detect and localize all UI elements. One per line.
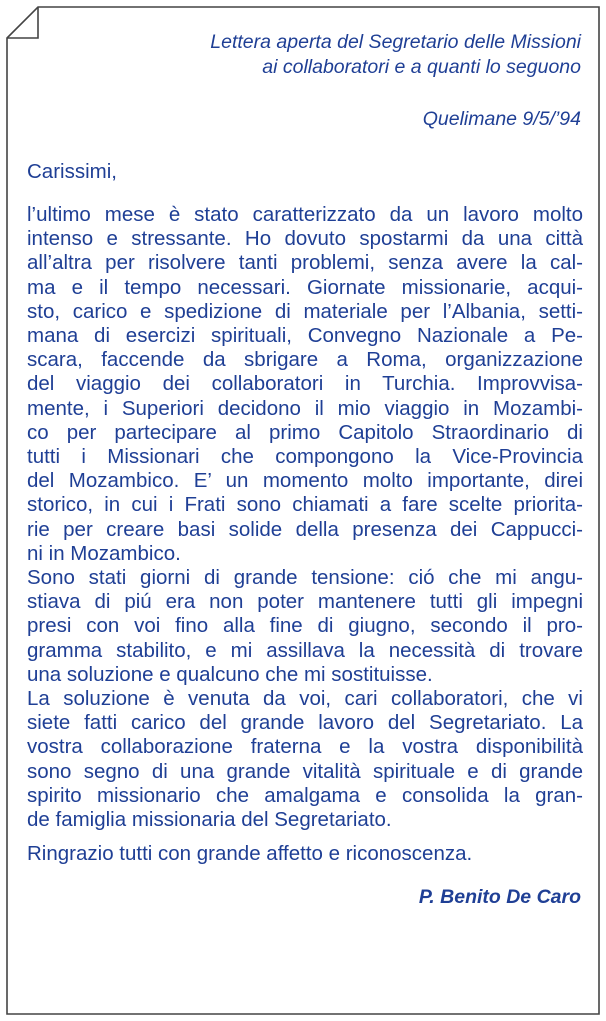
paragraph-1	[27, 203, 583, 566]
text-line: de famiglia missionaria del Segretariato.	[27, 808, 392, 832]
text-line: La soluzione è venuta da voi, cari collaboratori, che vi	[27, 687, 583, 711]
text-line: una soluzione e qualcuno che mi sostituisse.	[27, 662, 433, 686]
greeting: Carissimi,	[27, 160, 117, 183]
text-line: sto, carico e spedizione di materiale per l’Albania, setti-	[27, 299, 583, 323]
place-and-date: Quelimane 9/5/’94	[422, 108, 581, 130]
text-line: sono segno di una grande vitalità spirituale e di grande	[27, 759, 583, 783]
text-line: storico, in cui i Frati sono chiamati a fare scelte priorita-	[27, 493, 583, 517]
text-line: ma e il tempo necessari. Giornate missionarie, acqui-	[27, 275, 583, 299]
text-line: spirito missionario che amalgama e consolida la gran-	[27, 783, 583, 807]
paragraph-3	[27, 687, 583, 832]
text-line: intenso e stressante. Ho dovuto spostarmi da una città	[27, 227, 583, 251]
text-line: ni in Mozambico.	[27, 541, 181, 565]
text-line: del Mozambico. E’ un momento molto importante, direi	[27, 469, 583, 493]
closing-line: Ringrazio tutti con grande affetto e riconoscenza.	[27, 842, 473, 866]
text-line: tutti i Missionari che compongono la Vice-Provincia	[27, 445, 583, 469]
heading-line-2: ai collaboratori e a quanti lo seguono	[262, 56, 581, 78]
text-line: vostra collaborazione fraterna e la vostra disponibilità	[27, 735, 583, 759]
text-line: rie per creare basi solide della presenza dei Cappucci-	[27, 517, 583, 541]
heading-line-1: Lettera aperta del Segretario delle Missioni	[210, 31, 581, 53]
text-line: all’altra per risolvere tanti problemi, senza avere la cal-	[27, 251, 583, 275]
letter-content	[27, 30, 583, 909]
text-line: mente, i Superiori decidono il mio viaggio in Mozambi-	[27, 396, 583, 420]
text-line: del viaggio dei collaboratori in Turchia. Improvvisa-	[27, 372, 583, 396]
text-line: presi con voi fino alla fine di giugno, secondo il pro-	[27, 614, 583, 638]
text-line: co per partecipare al primo Capitolo Straordinario di	[27, 420, 583, 444]
text-line: mana di esercizi spirituali, Convegno Nazionale a Pe-	[27, 324, 583, 348]
text-line: stiava di piú era non poter mantenere tutti gli impegni	[27, 590, 583, 614]
text-line: scara, faccende da sbrigare a Roma, organizzazione	[27, 348, 583, 372]
text-line: l’ultimo mese è stato caratterizzato da un lavoro molto	[27, 203, 583, 226]
letter-heading	[27, 30, 583, 80]
signature: P. Benito De Caro	[418, 886, 581, 909]
paragraph-2	[27, 566, 583, 687]
letter-body	[27, 203, 583, 832]
text-line: gramma stabilito, e mi assillava la necessità di trovare	[27, 638, 583, 662]
text-line: Sono stati giorni di grande tensione: ció che mi angu-	[27, 566, 583, 590]
text-line: siete fatti carico del grande lavoro del Segretariato. La	[27, 711, 583, 735]
